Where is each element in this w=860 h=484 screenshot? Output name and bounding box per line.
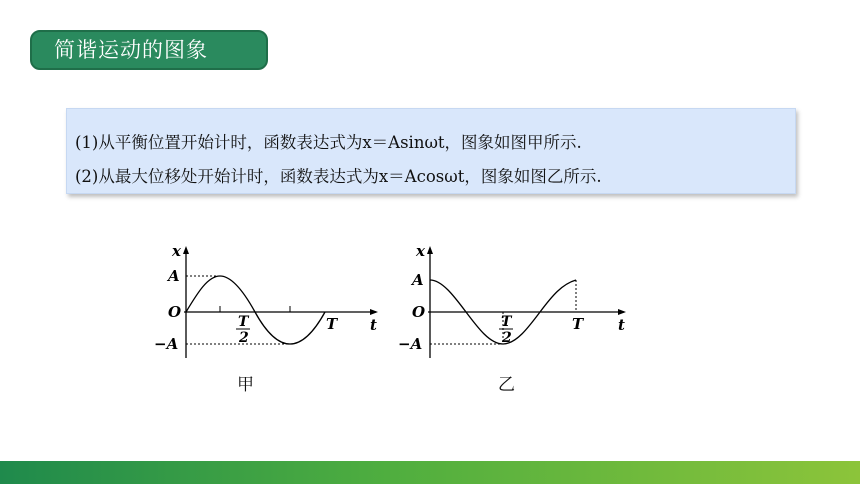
- x-axis-arrow: [427, 246, 433, 254]
- graph-cosine-caption: 乙: [498, 375, 515, 395]
- half-period-denominator: 2: [239, 330, 249, 346]
- x-axis-arrow: [183, 246, 189, 254]
- graph-cosine: [398, 240, 638, 370]
- neg-amplitude-label: −A: [154, 335, 179, 353]
- x-axis-label: x: [416, 242, 425, 260]
- origin-label: O: [168, 303, 182, 321]
- x-axis-label: x: [172, 242, 181, 260]
- section-title-badge: [30, 30, 268, 70]
- amplitude-label: A: [412, 271, 424, 289]
- half-period-denominator: 2: [502, 330, 512, 346]
- sine-curve: [186, 276, 325, 344]
- t-axis-label: t: [618, 316, 625, 334]
- period-label: T: [326, 315, 338, 333]
- info-box: [66, 108, 796, 194]
- graph-sine-caption: 甲: [237, 375, 254, 395]
- origin-label: O: [412, 303, 426, 321]
- bottom-decorative-bar: [0, 461, 860, 484]
- t-axis-label: t: [370, 316, 377, 334]
- amplitude-label: A: [168, 267, 180, 285]
- period-label: T: [572, 315, 584, 333]
- half-period-numerator: T: [501, 314, 512, 330]
- section-title: 简谐运动的图象: [54, 38, 208, 62]
- half-period-numerator: T: [238, 314, 249, 330]
- info-line-2: (2)从最大位移处开始计时，函数表达式为x＝Acosωt，图象如图乙所示.: [75, 167, 602, 186]
- graph-sine: [150, 240, 390, 370]
- info-line-1: (1)从平衡位置开始计时，函数表达式为x＝Asinωt，图象如图甲所示.: [75, 133, 582, 152]
- t-axis-arrow: [618, 309, 626, 315]
- neg-amplitude-label: −A: [398, 335, 423, 353]
- t-axis-arrow: [370, 309, 378, 315]
